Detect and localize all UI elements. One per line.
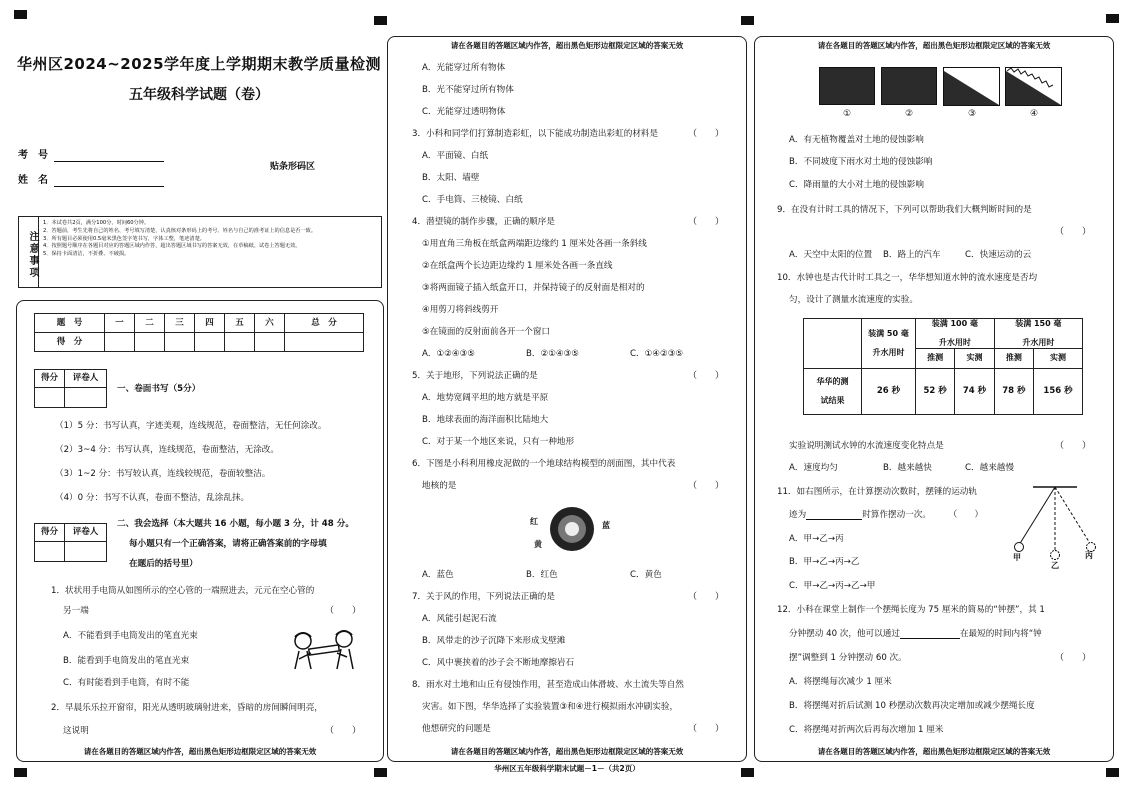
region-note: 请在各题目的答题区域内作答，超出黑色矩形边框限定区域的答案无效	[450, 41, 684, 50]
water-clock-table: 装满 50 毫 升水用时 装满 100 毫 升水用时 装满 150 毫 升水用时 推测 实测 推测 实测 华华的测 试结果 26 秒 52 秒 74 秒 78 秒 156 秒	[803, 318, 1083, 415]
name-field[interactable]	[54, 177, 164, 187]
score-header: 一	[105, 314, 135, 333]
photo-label: ④	[1030, 109, 1039, 119]
note-item: 2．答题前，考生先将自己的姓名、考号填写清楚，认真核对条形码上的考号、姓名与自己的准考证上的信息是否一致。	[43, 227, 317, 234]
option: C．降雨量的大小对土地的侵蚀影响	[789, 180, 924, 190]
name-label: 姓 名	[18, 175, 48, 186]
step: ⑤在镜面的反射面前各开一个窗口	[422, 327, 551, 337]
option: A．有无植物覆盖对土地的侵蚀影响	[789, 135, 924, 145]
answer-paren[interactable]: （ ）	[324, 726, 361, 736]
right-answer-region: 请在各题目的答题区域内作答，超出黑色矩形边框限定区域的答案无效 ① ② ③ ④ A．有无植物覆盖对土地的侵蚀影响 B．不同坡度下雨水对土地的侵蚀影响 C．降雨量的大小对土地的侵蚀影响 9．在没有计时工具的情况下，下列可以帮助我们大概判断时间的是 （ ） A．天空中太阳的位置 B．路上的汽车 C．快速运动的云 10．水钟也是古代计时工具之一，华华想知道水钟的流水速度是否均 匀，设计了测量水流速度的实验。 装满 50 毫 升水用时 装满 100 毫 升水用时 装满 150 毫 升水用时 推测 实测 推测 实测 华华的测 试结果 26 秒 52 秒 74 秒 78 秒 156 秒 实验说明测试水钟的水流速度变化特点是 （ ） A．速度均匀 B．越来越快 C．越来越慢 11．如右图所示，在计算摆动次数时，摆锤的运动轨 迹为 时算作摆动一次。 （ ） A．甲→乙→丙 B．甲→乙→丙→乙 C．甲→乙→丙→乙→甲 甲 乙 丙 12．小科在课堂上制作一个摆绳长度为 75 厘米的简易的“钟摆”，其 1 分钟摆动 40 次，他可以通过 在最短的时间内将“钟 摆”调整到 1 分钟摆动 60 次。 （ ） A．将摆绳每次减少 1 厘米 B．将摆绳对折后试测 10 秒摆动次数再决定增加或减少摆绳长度 C．将摆绳对折两次后再每次增加 1 厘米 请在各题目的答题区域内作答，超出黑色矩形边框限定区域的答案无效	[754, 36, 1114, 762]
experiment-photo-1	[819, 67, 875, 105]
exam-title: 华州区2024~2025学年度上学期期末教学质量检测	[16, 55, 382, 73]
question-11: 11．如右图所示，在计算摆动次数时，摆锤的运动轨	[777, 487, 977, 497]
score-header: 四	[195, 314, 225, 333]
layer-label-blue: 蓝	[602, 521, 610, 530]
experiment-photo-3	[943, 67, 1001, 107]
alignment-mark	[1106, 768, 1119, 777]
sec1-item: （1）5 分：书写认真，字迹美观，连线规范，卷面整洁，无任何涂改。	[55, 421, 327, 431]
option: C．甲→乙→丙→乙→甲	[789, 581, 876, 591]
alignment-mark	[374, 16, 387, 25]
answer-paren[interactable]: （ ）	[687, 724, 724, 734]
barcode-area: 贴条形码区	[270, 162, 316, 172]
option: C．对于某一个地区来说，只有一种地形	[422, 437, 575, 447]
alignment-mark	[14, 768, 27, 777]
grader-box-1: 得分 评卷人	[34, 369, 107, 408]
step: ③将两面镜子插入纸盒开口，并保持镜子的反射面是相对的	[422, 283, 645, 293]
option: B．路上的汽车	[883, 250, 941, 260]
experiment-photo-4	[1005, 67, 1063, 107]
layer-label-yellow: 黄	[534, 540, 542, 549]
option: A．地势宽阔平坦的地方就是平原	[422, 393, 549, 403]
option: C．有时能看到手电筒，有时不能	[63, 678, 190, 688]
option: C．黄色	[630, 570, 662, 580]
grader-box-2: 得分 评卷人	[34, 523, 107, 562]
score-cell[interactable]	[225, 333, 255, 352]
answer-paren[interactable]: （ ）	[1054, 653, 1091, 663]
option: B．地球表面的海洋面积比陆地大	[422, 415, 549, 425]
option: B．红色	[526, 570, 558, 580]
score-row-label: 得 分	[35, 333, 105, 352]
question-2: 2．早晨乐乐拉开窗帘，阳光从透明玻璃射进来，昏暗的房间瞬间明亮，	[51, 703, 323, 713]
answer-paren[interactable]: （ ）	[324, 606, 361, 616]
note-item: 1．本试卷共2页，满分100分，时间60分钟。	[43, 220, 150, 226]
notes-label: 注意事项	[19, 217, 39, 287]
earth-structure-diagram	[548, 505, 596, 553]
option: A．平面镜、白纸	[422, 151, 489, 161]
pendulum-label: 甲	[1013, 553, 1021, 562]
option: C．风中裹挟着的沙子会不断地摩擦岩石	[422, 658, 575, 668]
answer-paren[interactable]: （ ）	[687, 481, 724, 491]
exam-subtitle: 五年级科学试题（卷）	[129, 87, 269, 103]
answer-paren[interactable]: （ ）	[687, 129, 724, 139]
answer-blank[interactable]	[900, 630, 960, 639]
option: B．能看到手电筒发出的笔直光束	[63, 656, 190, 666]
page-footer: 华州区五年级科学期末试题－1－（共2页）	[494, 764, 640, 773]
note-item: 3．所有题目必须使用0.5毫米黑色签字笔书写，字体工整，笔迹清楚。	[43, 235, 205, 242]
question-12: 12．小科在课堂上制作一个摆绳长度为 75 厘米的简易的“钟摆”，其 1	[777, 605, 1045, 615]
option: C．①④②③⑤	[630, 349, 684, 359]
step: ④用剪刀将斜线剪开	[422, 305, 499, 315]
photo-label: ①	[843, 109, 852, 119]
photo-label: ②	[905, 109, 914, 119]
option: B．将摆绳对折后试测 10 秒摆动次数再决定增加或减少摆绳长度	[789, 701, 1035, 711]
score-cell[interactable]	[105, 333, 135, 352]
sec1-item: （2）3~4 分：书写认真，连线规范，卷面整洁，无涂改。	[55, 445, 279, 455]
option: A．速度均匀	[789, 463, 838, 473]
region-note: 请在各题目的答题区域内作答，超出黑色矩形边框限定区域的答案无效	[817, 41, 1051, 50]
section2-title: 二、我会选择（本大题共 16 小题，每小题 3 分，计 48 分。	[117, 519, 354, 529]
option: A．甲→乙→丙	[789, 534, 844, 544]
left-answer-region: 题 号 一 二 三 四 五 六 总 分 得 分 得分 评卷人 一、卷面书写（5分） （1）5 分：书写认真，字迹美观，连线规范，卷面整洁，无任何涂改。 （2）3~4 分：书写认真，连线规范，卷面整洁，无涂改。 （3）1~2 分：书写较认真，连线较规范，卷面较整洁。 （4）0 分：书写不认真，卷面不整洁，乱涂乱抹。 得分 评卷人 二、我会选择（本大题共 16 小题，每小题 3 分，计 48 分。 每小题只有一个正确答案，请将正确答案前的字母填 在题后的括号里） 1．状状用手电筒从如图所示的空心管的一端照进去，元元在空心管的 另一端 （ ） A．不能看到手电筒发出的笔直光束 B．能看到手电筒发出的笔直光束 C．有时能看到手电筒，有时不能 2．早晨乐乐拉开窗帘，阳光从透明玻璃射进来，昏暗的房间瞬间明亮， 这说明 （ ） 请在各题目的答题区域内作答，超出黑色矩形边框限定区域的答案无效	[16, 300, 384, 762]
question-3: 3．小科和同学们打算制造彩虹，以下能成功制造出彩虹的材料是	[412, 129, 659, 139]
sec1-item: （4）0 分：书写不认真，卷面不整洁，乱涂乱抹。	[55, 493, 250, 503]
photo-label: ③	[968, 109, 977, 119]
score-header: 总 分	[285, 314, 364, 333]
question-1: 1．状状用手电筒从如图所示的空心管的一端照进去，元元在空心管的	[51, 586, 315, 596]
question-4: 4．潜望镜的制作步骤，正确的顺序是	[412, 217, 555, 227]
student-info	[18, 150, 378, 195]
option: A．光能穿过所有物体	[422, 63, 506, 73]
score-cell[interactable]	[285, 333, 364, 352]
table-cell: 26 秒	[862, 368, 916, 414]
question-8: 8．雨水对土地和山丘有侵蚀作用，甚至造成山体滑坡、水土流失等自然	[412, 680, 684, 690]
header-block	[14, 55, 384, 104]
region-note: 请在各题目的答题区域内作答，超出黑色矩形边框限定区域的答案无效	[83, 747, 317, 756]
option: A．将摆绳每次减少 1 厘米	[789, 677, 892, 687]
answer-paren[interactable]: （ ）	[687, 371, 724, 381]
region-note: 请在各题目的答题区域内作答，超出黑色矩形边框限定区域的答案无效	[817, 747, 1051, 756]
option: B．风带走的沙子沉降下来形成戈壁滩	[422, 636, 566, 646]
option: B．不同坡度下雨水对土地的侵蚀影响	[789, 157, 933, 167]
question-9: 9．在没有计时工具的情况下，下列可以帮助我们大概判断时间的是	[777, 205, 1032, 215]
option: B．②①④③⑤	[526, 349, 580, 359]
question-5: 5．关于地形，下列说法正确的是	[412, 371, 538, 381]
option: C．手电筒、三棱镜、白纸	[422, 195, 523, 205]
score-header: 五	[225, 314, 255, 333]
experiment-photo-2	[881, 67, 937, 105]
answer-paren[interactable]: （ ）	[687, 592, 724, 602]
alignment-mark	[14, 10, 27, 19]
alignment-mark	[374, 768, 387, 777]
layer-label-red: 红	[530, 517, 538, 526]
option: B．太阳、墙壁	[422, 173, 480, 183]
option: B．光不能穿过所有物体	[422, 85, 514, 95]
region-note: 请在各题目的答题区域内作答，超出黑色矩形边框限定区域的答案无效	[450, 747, 684, 756]
kids-with-tube-illustration	[289, 629, 359, 674]
option: C．越来越慢	[965, 463, 1014, 473]
table-cell: 156 秒	[1034, 368, 1083, 414]
option: A．不能看到手电筒发出的笔直光束	[63, 631, 198, 641]
option: C．光能穿过透明物体	[422, 107, 506, 117]
score-header: 题 号	[35, 314, 105, 333]
score-table	[34, 313, 364, 352]
answer-paren[interactable]: （ ）	[1054, 227, 1091, 237]
step: ②在纸盒两个长边距边缘约 1 厘米处各画一条直线	[422, 261, 613, 271]
score-cell[interactable]	[255, 333, 285, 352]
option: C．快速运动的云	[965, 250, 1032, 260]
question-6: 6．下图是小科利用橡皮泥做的一个地球结构模型的剖面图，其中代表	[412, 459, 676, 469]
question-7: 7．关于风的作用，下列说法正确的是	[412, 592, 555, 602]
option: A．天空中太阳的位置	[789, 250, 873, 260]
note-item: 4．按照题号顺序在各题目对应的答题区域内作答，超出答题区域书写的答案无效，在草稿纸、试卷上答题无效。	[43, 243, 301, 250]
table-cell: 74 秒	[955, 368, 994, 414]
option: B．越来越快	[883, 463, 932, 473]
notes-box	[18, 216, 382, 288]
answer-blank[interactable]	[806, 511, 862, 520]
answer-paren[interactable]: （ ）	[1054, 441, 1091, 451]
middle-answer-region: 请在各题目的答题区域内作答，超出黑色矩形边框限定区域的答案无效 A．光能穿过所有物体 B．光不能穿过所有物体 C．光能穿过透明物体 3．小科和同学们打算制造彩虹，以下能成功制造出彩虹的材料是 （ ） A．平面镜、白纸 B．太阳、墙壁 C．手电筒、三棱镜、白纸 4．潜望镜的制作步骤，正确的顺序是 （ ） ①用直角三角板在纸盒两端距边缘约 1 厘米处各画一条斜线 ②在纸盒两个长边距边缘约 1 厘米处各画一条直线 ③将两面镜子插入纸盒开口，并保持镜子的反射面是相对的 ④用剪刀将斜线剪开 ⑤在镜面的反射面前各开一个窗口 A．①②④③⑤ B．②①④③⑤ C．①④②③⑤ 5．关于地形，下列说法正确的是 （ ） A．地势宽阔平坦的地方就是平原 B．地球表面的海洋面积比陆地大 C．对于某一个地区来说，只有一种地形 6．下图是小科利用橡皮泥做的一个地球结构模型的剖面图，其中代表 地核的是 （ ） 红 蓝 黄 A．蓝色 B．红色 C．黄色 7．关于风的作用，下列说法正确的是 （ ） A．风能引起泥石流 B．风带走的沙子沉降下来形成戈壁滩 C．风中裹挟着的沙子会不断地摩擦岩石 8．雨水对土地和山丘有侵蚀作用，甚至造成山体滑坡、水土流失等自然 灾害。如下图，华华选择了实验装置③和④进行模拟雨水冲刷实验， 他想研究的问题是 （ ） 请在各题目的答题区域内作答，超出黑色矩形边框限定区域的答案无效	[387, 36, 747, 762]
answer-paren[interactable]: （ ）	[687, 217, 724, 227]
score-header: 三	[165, 314, 195, 333]
exam-no-label: 考 号	[18, 150, 48, 161]
table-cell: 52 秒	[916, 368, 955, 414]
sec1-item: （3）1~2 分：书写较认真，连线较规范，卷面较整洁。	[55, 469, 271, 479]
score-header: 六	[255, 314, 285, 333]
question-10: 10．水钟也是古代计时工具之一，华华想知道水钟的流水速度是否均	[777, 273, 1038, 283]
score-cell[interactable]	[165, 333, 195, 352]
alignment-mark	[741, 16, 754, 25]
option: A．①②④③⑤	[422, 349, 475, 359]
exam-no-field[interactable]	[54, 152, 164, 162]
step: ①用直角三角板在纸盒两端距边缘约 1 厘米处各画一条斜线	[422, 239, 647, 249]
alignment-mark	[1106, 14, 1119, 23]
option: A．蓝色	[422, 570, 454, 580]
score-cell[interactable]	[195, 333, 225, 352]
pendulum-label: 乙	[1051, 561, 1059, 570]
option: C．将摆绳对折两次后再每次增加 1 厘米	[789, 725, 944, 735]
section1-title: 一、卷面书写（5分）	[117, 384, 201, 394]
table-cell: 78 秒	[994, 368, 1033, 414]
option: B．甲→乙→丙→乙	[789, 557, 860, 567]
score-header: 二	[135, 314, 165, 333]
note-item: 5．保持卡面清洁，不折叠、不破损。	[43, 251, 130, 258]
answer-paren[interactable]: （ ）	[952, 510, 984, 520]
score-cell[interactable]	[135, 333, 165, 352]
pendulum-label: 丙	[1085, 551, 1093, 560]
option: A．风能引起泥石流	[422, 614, 497, 624]
